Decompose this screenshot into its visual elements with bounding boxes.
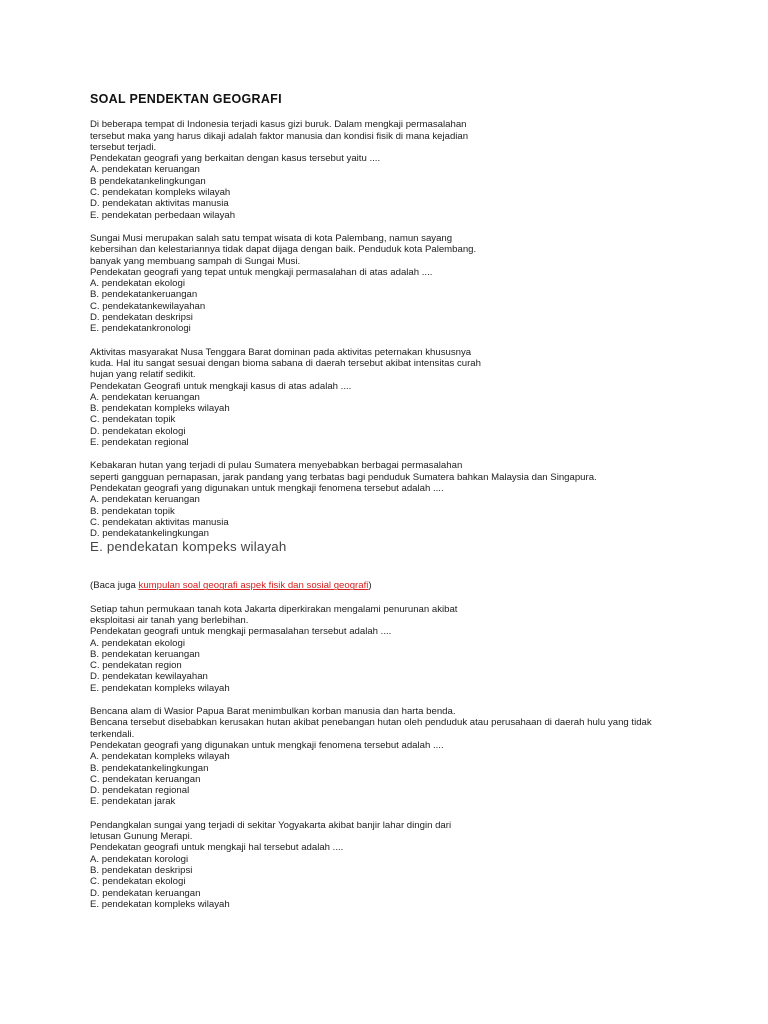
question-text: Sungai Musi merupakan salah satu tempat wisata di kota Palembang, namun sayang <box>90 232 453 244</box>
question-prompt: Pendekatan geografi yang digunakan untuk mengkaji fenomena tersebut adalah .... <box>90 739 444 751</box>
question-prompt: Pendekatan geografi yang tepat untuk mengkaji permasalahan di atas adalah .... <box>90 266 433 278</box>
question-1 <box>90 119 690 221</box>
option-b: B pendekatankelingkungan <box>90 175 206 187</box>
option-c: C. pendekatan kompleks wilayah <box>90 187 231 199</box>
question-4 <box>90 460 690 554</box>
read-also-note <box>90 580 690 591</box>
option-a: A. pendekatan ekologi <box>90 637 185 649</box>
question-2 <box>90 233 690 335</box>
option-c: C. pendekatan ekologi <box>90 876 186 888</box>
option-d: D. pendekatan keruangan <box>90 887 201 899</box>
option-b: B. pendekatan keruangan <box>90 648 200 660</box>
spacer <box>90 554 690 580</box>
question-5 <box>90 604 690 694</box>
question-prompt: Pendekatan Geografi untuk mengkaji kasus di atas adalah .... <box>90 380 352 392</box>
question-prompt: Pendekatan geografi yang digunakan untuk mengkaji fenomena tersebut adalah .... <box>90 482 444 494</box>
option-a: A. pendekatan ekologi <box>90 278 185 290</box>
option-a: A. pendekatan korologi <box>90 853 189 865</box>
option-a: A. pendekatan keruangan <box>90 494 200 506</box>
question-prompt: Pendekatan geografi untuk mengkaji permasalahan tersebut adalah .... <box>90 626 392 638</box>
option-d: D. pendekatan ekologi <box>90 425 186 437</box>
question-text: Pendangkalan sungai yang terjadi di sekitar Yogyakarta akibat banjir lahar dingin dari <box>90 819 452 831</box>
question-text: Kebakaran hutan yang terjadi di pulau Sumatera menyebabkan berbagai permasalahan <box>90 460 463 472</box>
question-text: Bencana alam di Wasior Papua Barat menimbulkan korban manusia dan harta benda. <box>90 706 456 718</box>
page-title: SOAL PENDEKTAN GEOGRAFI <box>90 92 282 106</box>
option-e: E. pendekatan kompeks wilayah <box>90 539 287 555</box>
read-also-prefix: (Baca juga <box>90 580 139 592</box>
question-text: kebersihan dan kelestariannya tidak dapat dijaga dengan baik. Penduduk kota Palembang. <box>90 244 477 256</box>
option-a: A. pendekatan keruangan <box>90 391 200 403</box>
question-7 <box>90 820 690 910</box>
option-d: D. pendekatan kewilayahan <box>90 671 208 683</box>
option-d: D. pendekatan regional <box>90 785 190 797</box>
question-text: Aktivitas masyarakat Nusa Tenggara Barat dominan pada aktivitas peternakan khususnya <box>90 346 472 358</box>
read-also-suffix: ) <box>368 580 372 592</box>
question-prompt: Pendekatan geografi yang berkaitan dengan kasus tersebut yaitu .... <box>90 153 381 165</box>
question-text: tersebut maka yang harus dikaji adalah faktor manusia dan kondisi fisik di mana kejadian <box>90 130 469 142</box>
option-b: B. pendekatankelingkungan <box>90 762 209 774</box>
option-e: E. pendekatan regional <box>90 437 189 449</box>
question-text: hujan yang relatif sedikit. <box>90 369 196 381</box>
option-a: A. pendekatan kompleks wilayah <box>90 751 230 763</box>
question-text: Setiap tahun permukaan tanah kota Jakarta diperkirakan mengalami penurunan akibat <box>90 603 458 615</box>
option-d: D. pendekatan aktivitas manusia <box>90 198 229 210</box>
question-text: tersebut terjadi. <box>90 141 157 153</box>
option-b: B. pendekatan deskripsi <box>90 864 193 876</box>
question-text: terkendali. <box>90 728 135 740</box>
document-content <box>90 94 690 922</box>
question-text: kuda. Hal itu sangat sesuai dengan bioma sabana di daerah tersebut akibat intensitas curah <box>90 357 481 369</box>
question-text: seperti gangguan pernapasan, jarak pandang yang terbatas bagi penduduk Sumatera bahkan Malaysia dan Singapura. <box>90 471 597 483</box>
option-b: B. pendekatan topik <box>90 505 175 517</box>
question-3 <box>90 347 690 449</box>
question-6 <box>90 706 690 808</box>
option-e: E. pendekatan kompleks wilayah <box>90 898 230 910</box>
question-text: Bencana tersebut disebabkan kerusakan hutan akibat penebangan hutan oleh penduduk atau perusahaan di daerah hulu yang tidak <box>90 717 652 729</box>
option-e: E. pendekatankronologi <box>90 323 191 335</box>
option-e: E. pendekatan kompleks wilayah <box>90 682 230 694</box>
option-b: B. pendekatan kompleks wilayah <box>90 403 230 415</box>
option-d: D. pendekatankelingkungan <box>90 528 209 540</box>
question-text: Di beberapa tempat di Indonesia terjadi kasus gizi buruk. Dalam mengkaji permasalahan <box>90 119 467 131</box>
option-c: C. pendekatan aktivitas manusia <box>90 516 229 528</box>
option-b: B. pendekatankeruangan <box>90 289 198 301</box>
option-c: C. pendekatan topik <box>90 414 176 426</box>
option-c: C. pendekatan keruangan <box>90 773 201 785</box>
option-e: E. pendekatan perbedaan wilayah <box>90 209 236 221</box>
question-prompt: Pendekatan geografi untuk mengkaji hal tersebut adalah .... <box>90 842 344 854</box>
option-c: C. pendekatan region <box>90 660 182 672</box>
option-c: C. pendekatankewilayahan <box>90 300 206 312</box>
question-text: letusan Gunung Merapi. <box>90 831 193 843</box>
read-also-link[interactable]: kumpulan soal geografi aspek fisik dan sosial geografi <box>138 580 369 592</box>
question-text: eksploitasi air tanah yang berlebihan. <box>90 614 249 626</box>
option-a: A. pendekatan keruangan <box>90 164 200 176</box>
question-text: banyak yang membuang sampah di Sungai Musi. <box>90 255 301 267</box>
option-d: D. pendekatan deskripsi <box>90 312 193 324</box>
option-e: E. pendekatan jarak <box>90 796 176 808</box>
